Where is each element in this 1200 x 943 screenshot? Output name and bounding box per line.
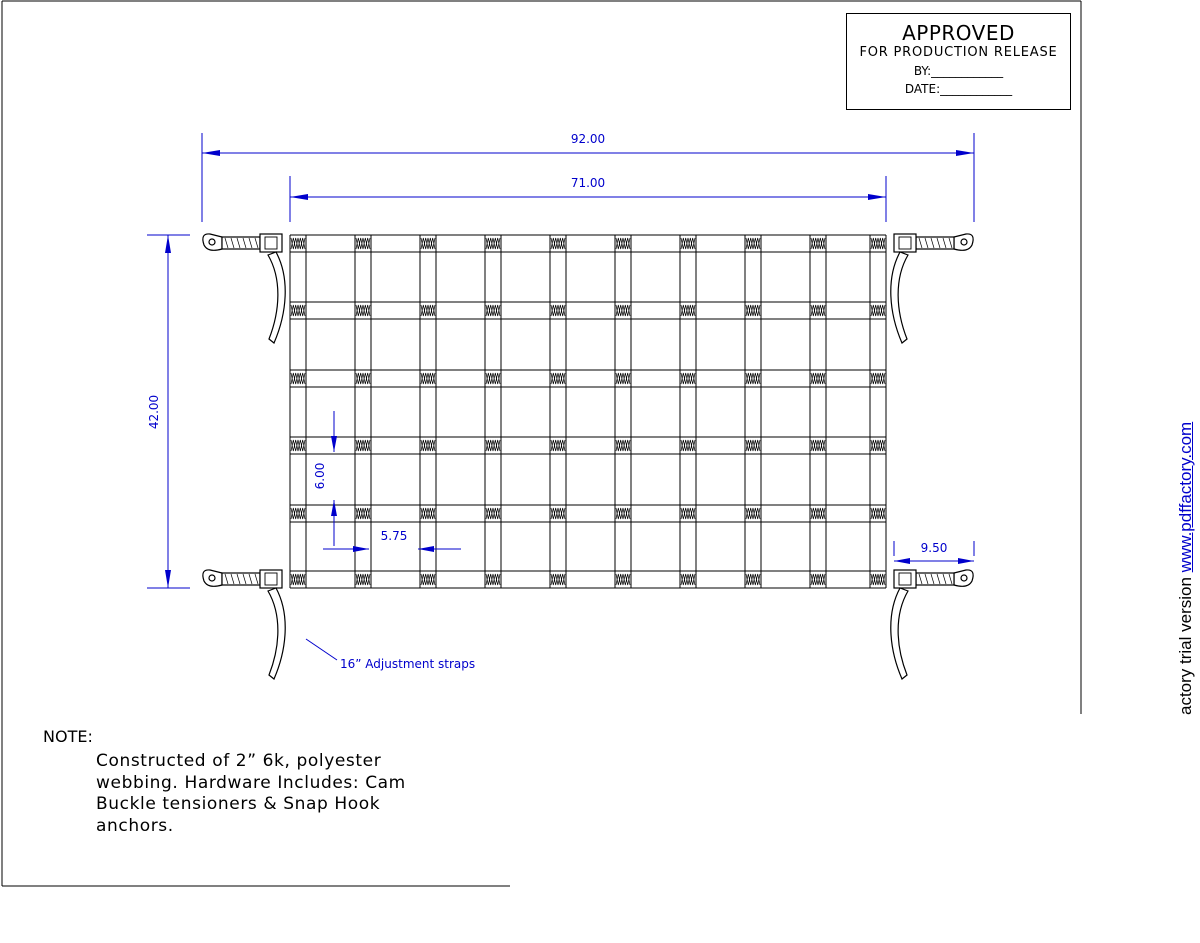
hardware	[203, 234, 973, 679]
dim-height-label: 42.00	[147, 394, 161, 430]
adjustment-strap	[891, 588, 908, 679]
note-line: webbing. Hardware Includes: Cam	[96, 772, 406, 793]
adjustment-strap	[891, 252, 908, 343]
cam-buckle-lever-icon	[899, 237, 911, 249]
note-body	[96, 751, 436, 837]
note-line: Constructed of 2” 6k, polyester	[96, 751, 382, 771]
adjustment-strap	[268, 588, 285, 679]
dim-strap-offset-label: 9.50	[920, 541, 948, 555]
approval-stamp	[846, 13, 1071, 110]
dim-height	[147, 235, 190, 588]
net-webbing	[290, 235, 886, 588]
dim-net-width	[290, 176, 886, 222]
note-line: Buckle tensioners & Snap Hook	[96, 794, 381, 814]
cam-buckle-lever-icon	[265, 573, 277, 585]
note-title: NOTE:	[43, 727, 93, 746]
left-corner-hardware	[203, 234, 285, 343]
dim-cell-width	[323, 529, 461, 552]
approval-by-field: BY:____________	[913, 64, 1004, 78]
approval-date-field: DATE:____________	[904, 82, 1013, 96]
snap-hook-gate-icon	[209, 575, 215, 581]
approval-subtitle: FOR PRODUCTION RELEASE	[859, 45, 1058, 60]
dim-cell-height	[313, 411, 337, 546]
adjustment-strap-callout-label: 16” Adjustment straps	[340, 657, 476, 671]
cam-buckle-lever-icon	[899, 573, 911, 585]
dim-overall-width-label: 92.00	[570, 132, 606, 146]
right-corner-hardware	[891, 570, 973, 679]
snap-hook-gate-icon	[961, 575, 967, 581]
dim-cell-height-label: 6.00	[313, 462, 327, 490]
snap-hook-gate-icon	[961, 239, 967, 245]
right-corner-hardware	[891, 234, 973, 343]
watermark-text: actory trial version	[1176, 572, 1195, 715]
left-corner-hardware	[203, 570, 285, 679]
adjustment-strap	[268, 252, 285, 343]
dim-strap-offset	[894, 541, 974, 564]
dim-net-width-label: 71.00	[570, 176, 606, 190]
note-line: anchors.	[96, 815, 174, 836]
approval-title: APPROVED	[902, 21, 1015, 45]
adjustment-strap-callout	[306, 639, 475, 671]
watermark-link[interactable]: www.pdffactory.com	[1176, 421, 1195, 573]
snap-hook-gate-icon	[209, 239, 215, 245]
dim-cell-width-label: 5.75	[380, 529, 408, 543]
cam-buckle-lever-icon	[265, 237, 277, 249]
pdffactory-watermark	[1176, 422, 1196, 715]
